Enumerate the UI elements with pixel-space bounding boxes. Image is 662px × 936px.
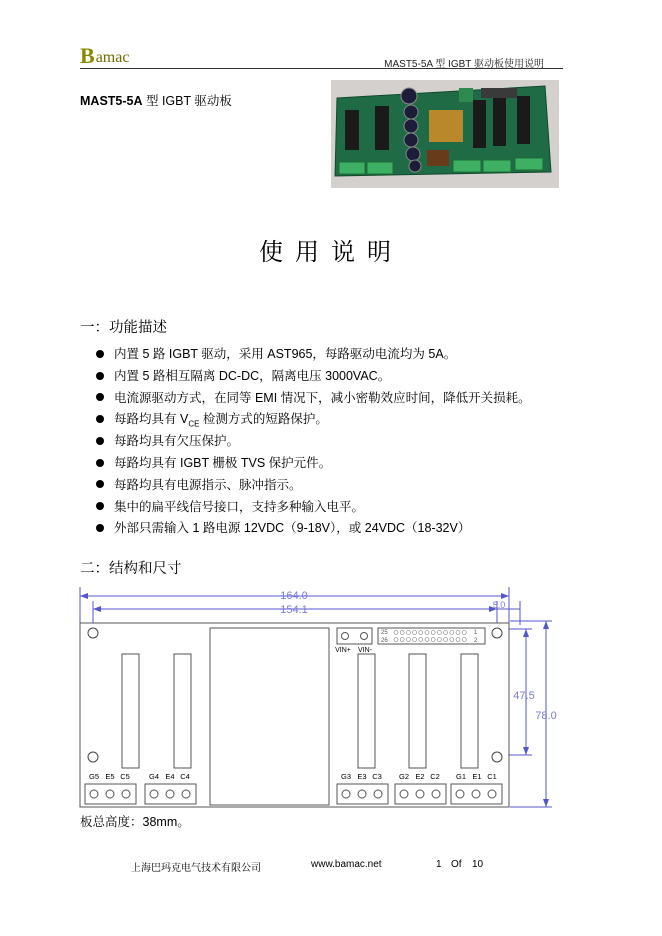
terminal-label: C2 [430, 772, 440, 781]
bullet-icon [96, 480, 104, 488]
vin-minus-label: VIN- [358, 647, 372, 654]
footer-of: Of [451, 859, 462, 870]
bullet-icon [96, 372, 104, 380]
dimension-drawing [0, 585, 662, 815]
terminal-label: G4 [148, 772, 160, 781]
list-item [96, 497, 531, 519]
dim-small-label: 5.0 [492, 600, 506, 610]
list-item-text: 集中的扁平线信号接口，支持多种输入电平。 [114, 499, 365, 514]
board-outline [80, 623, 509, 807]
header-doc-name: MAST5-5A 型 IGBT 驱动板使用说明 [384, 59, 544, 70]
list-item-text: 外部只需输入 1 路电源 12VDC（9-18V），或 24VDC（18-32V） [114, 521, 471, 536]
dim-height-label: 78.0 [535, 710, 557, 722]
terminal-label: G3 [340, 772, 352, 781]
terminal-label: C3 [372, 772, 382, 781]
product-model: MAST5-5A [80, 94, 143, 108]
footer-website: www.bamac.net [311, 859, 382, 870]
list-item [96, 431, 531, 453]
document-title: 使用说明 [259, 238, 403, 266]
board-height-note: 板总高度：38mm。 [80, 815, 190, 829]
terminal-label: C4 [180, 772, 190, 781]
header-pin-2: 2 [474, 638, 478, 644]
list-item-text: 每路均具有欠压保护。 [114, 434, 240, 449]
terminal-label: G2 [398, 772, 410, 781]
product-title [80, 91, 232, 109]
header-pin-1: 1 [474, 630, 478, 636]
feature-list [96, 344, 531, 540]
product-photo [331, 80, 559, 188]
vce-subscript: CE [188, 419, 200, 429]
logo-initial: B [80, 43, 95, 68]
list-item-text-rest: 检测方式的短路保护。 [199, 412, 328, 427]
list-item-text: 内置 5 路相互隔离 DC-DC，隔离电压 3000VAC。 [114, 368, 391, 383]
header-pin-25: 25 [381, 630, 388, 636]
company-logo [80, 44, 129, 66]
list-item [96, 409, 531, 431]
bullet-icon [96, 437, 104, 445]
list-item [96, 453, 531, 475]
footer-page-total: 10 [472, 859, 484, 870]
section-heading-structure: 二：结构和尺寸 [80, 561, 182, 577]
product-subtitle: 型 IGBT 驱动板 [142, 94, 232, 108]
list-item-text: 电流源驱动方式，在同等 EMI 情况下，减小密勒效应时间，降低开关损耗。 [114, 390, 531, 405]
bullet-icon [96, 415, 104, 423]
terminal-label: G1 [455, 772, 467, 781]
list-item [96, 366, 531, 388]
list-item [96, 388, 531, 410]
list-item-text: 每路均具有 IGBT 栅极 TVS 保护元件。 [114, 455, 332, 470]
footer-company: 上海巴玛克电气技术有限公司 [131, 863, 261, 874]
bullet-icon [96, 459, 104, 467]
terminal-label: E3 [357, 772, 367, 781]
bullet-icon [96, 350, 104, 358]
terminal-label: E1 [472, 772, 482, 781]
terminal-label: C5 [120, 772, 130, 781]
section-heading-features: 一：功能描述 [80, 320, 167, 336]
list-item-text: 内置 5 路 IGBT 驱动，采用 AST965，每路驱动电流均为 5A。 [114, 347, 457, 361]
header-rule [80, 68, 563, 69]
list-item-text: 每路均具有电源指示、脉冲指示。 [114, 477, 302, 492]
vin-plus-label: VIN+ [335, 647, 351, 654]
terminal-label: E2 [415, 772, 425, 781]
logo-text: amac [95, 49, 130, 66]
bullet-icon [96, 393, 104, 401]
dim-total-label: 164.0 [280, 590, 308, 602]
list-item [96, 518, 531, 540]
header-pin-26: 26 [381, 638, 388, 644]
list-item [96, 475, 531, 497]
list-item-text: 每路均具有 V [114, 412, 189, 427]
dim-inner-label: 154.1 [280, 604, 308, 616]
terminal-label: C1 [487, 772, 497, 781]
footer-page-number: 1 [436, 859, 442, 870]
bullet-icon [96, 502, 104, 510]
dim-hole-label: 47.5 [513, 690, 535, 702]
bullet-icon [96, 524, 104, 532]
terminal-label: E5 [105, 772, 115, 781]
list-item [96, 344, 531, 366]
terminal-label: G5 [88, 772, 100, 781]
terminal-label: E4 [165, 772, 175, 781]
